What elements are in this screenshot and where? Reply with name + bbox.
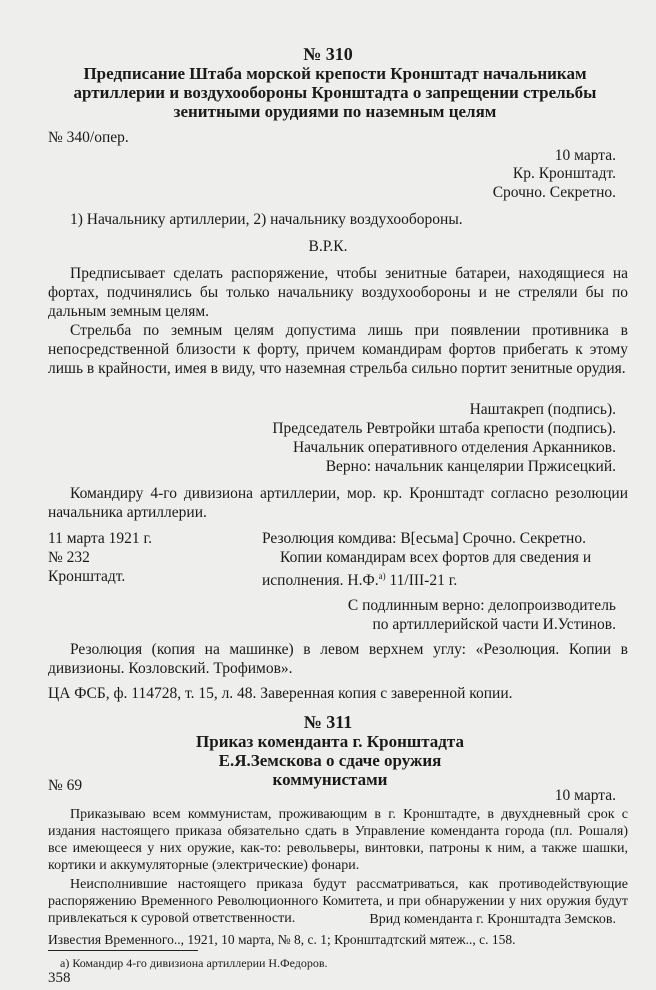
doc310-original-1: С подлинным верно: делопроизводитель bbox=[347, 597, 616, 614]
doc310-source: ЦА ФСБ, ф. 114728, т. 15, л. 48. Заверенная копия с заверенной копии. bbox=[48, 685, 513, 702]
page-number: 358 bbox=[48, 970, 71, 986]
doc310-sign-1: Наштакреп (подпись). bbox=[469, 401, 616, 418]
footnote-marker-ref: а) bbox=[378, 571, 386, 581]
doc310-res-line-3 bbox=[262, 567, 457, 590]
doc310-addressees: 1) Начальнику артиллерии, 2) начальнику воздухообороны. bbox=[70, 211, 463, 228]
doc310-resolution-intro: Командиру 4-го дивизиона артиллерии, мор. кр. Кронштадт согласно резолюции начальника артиллерии. bbox=[48, 485, 628, 521]
doc311-ref: № 69 bbox=[48, 777, 83, 794]
doc311-paragraph-2: Неисполнившие настоящего приказа будут рассматриваться, как противодействующие распоряжению Временного Революционного Комитета, и при обнаружении у них оружия будут привлекаться к суровой ответственности. bbox=[48, 877, 628, 926]
doc310-original-2: по артиллерийской части И.Устинов. bbox=[372, 616, 616, 633]
doc310-res-number: № 232 bbox=[48, 549, 90, 566]
doc310-sign-4: Верно: начальник канцелярии Пржисецкий. bbox=[325, 458, 616, 475]
doc311-paragraph-1: Приказываю всем коммунистам, проживающим в г. Кронштадте, в двухдневный срок с издания настоящего приказа обязательно сдать в Управление коменданта города (пл. Рошаля) все имеющееся у них оружие, как-то: револьверы, винтовки, патроны к ним, а также шашки, кортики и аккумуляторные (электрические) фонари. bbox=[48, 807, 628, 873]
doc311-number: № 311 bbox=[303, 712, 353, 732]
doc310-sign-3: Начальник оперативного отделения Арканников. bbox=[292, 439, 616, 456]
doc310-vrk: В.Р.К. bbox=[308, 238, 348, 255]
doc310-date: 10 марта. bbox=[554, 147, 616, 164]
doc310-title: Предписание Штаба морской крепости Кронштадт начальникам артиллерии и воздухообороны Кронштадта о запрещении стрельбы зенитными орудиями по наземным целям bbox=[73, 64, 597, 121]
doc310-paragraph-1: Предписывает сделать распоряжение, чтобы зенитные батареи, находящиеся на фортах, подчинялись бы только начальнику воздухообороны и не стреляли бы по дальным земным целям. bbox=[48, 265, 628, 320]
doc310-note: Резолюция (копия на машинке) в левом верхнем углу: «Резолюция. Копии в дивизионы. Козловский. Трофимов». bbox=[48, 641, 628, 677]
doc310-urgency: Срочно. Секретно. bbox=[492, 184, 616, 201]
footnote-text: Командир 4-го дивизиона артиллерии Н.Федоров. bbox=[72, 956, 328, 970]
doc311-date: 10 марта. bbox=[554, 787, 616, 804]
doc310-number: № 310 bbox=[303, 44, 353, 64]
doc310-res-line-3b: 11/III-21 г. bbox=[385, 572, 458, 590]
doc310-res-date: 11 марта 1921 г. bbox=[48, 530, 153, 547]
doc310-res-line-2: Копии командирам всех фортов для сведения и bbox=[280, 549, 592, 566]
footnote-rule bbox=[48, 950, 198, 951]
footnote-marker: а) bbox=[60, 956, 70, 970]
doc310-sign-2: Председатель Ревтройки штаба крепости (подпись). bbox=[272, 420, 616, 437]
doc311-sign: Врид коменданта г. Кронштадта Земсков. bbox=[369, 912, 616, 927]
doc311-source: Известия Временного.., 1921, 10 марта, № 8, с. 1; Кронштадтский мятеж.., с. 158. bbox=[48, 932, 516, 947]
doc310-res-place: Кронштадт. bbox=[48, 568, 126, 585]
doc310-place: Кр. Кронштадт. bbox=[512, 165, 616, 182]
footnote bbox=[60, 954, 328, 973]
doc310-res-line-1: Резолюция комдива: В[есьма] Срочно. Секретно. bbox=[262, 530, 586, 547]
doc310-ref: № 340/опер. bbox=[48, 129, 129, 146]
doc310-res-line-3a: исполнения. Н.Ф. bbox=[262, 572, 379, 590]
doc311-title: Приказ коменданта г. Кронштадта Е.Я.Земскова о сдаче оружия коммунистами bbox=[196, 732, 464, 789]
doc310-paragraph-2: Стрельба по земным целям допустима лишь при появлении противника в непосредственной близости к форту, причем командирам фортов прибегать к этому лишь в крайности, имея в виду, что наземная стрельба сильно портит зенитные орудия. bbox=[48, 322, 628, 377]
